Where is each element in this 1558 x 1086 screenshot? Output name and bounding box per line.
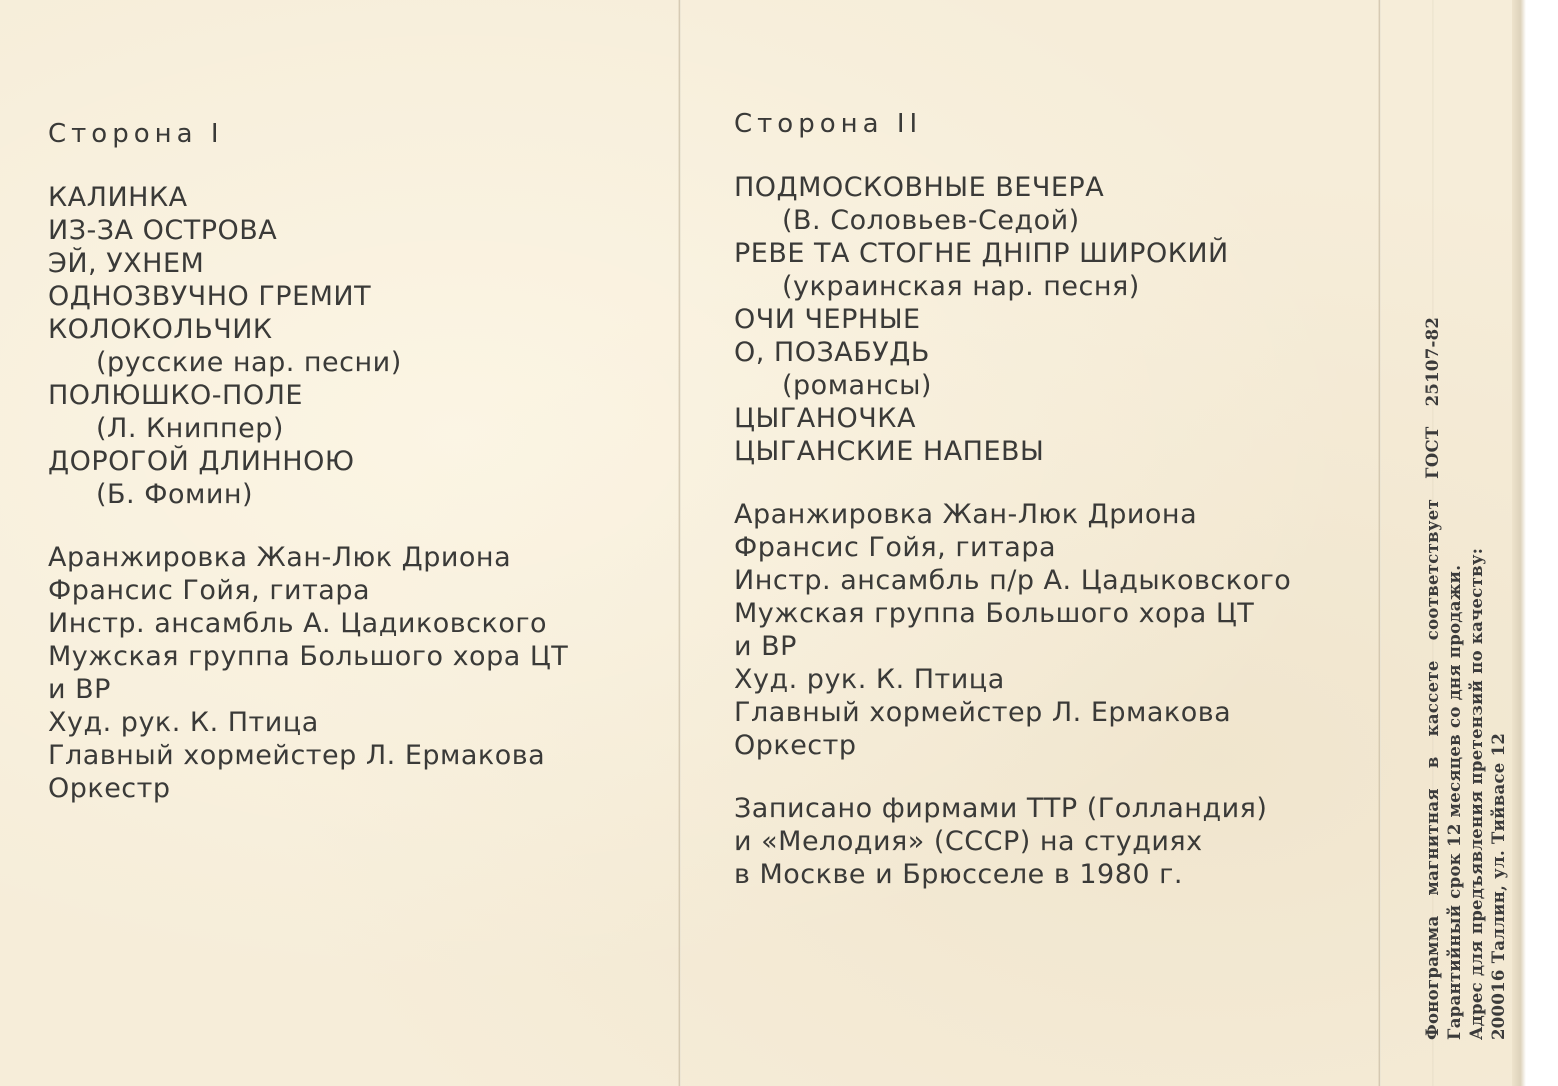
track-title: ИЗ-ЗА ОСТРОВА bbox=[48, 215, 278, 246]
track-composer: (Л. Книппер) bbox=[96, 413, 284, 444]
side-one-heading: Сторона I bbox=[48, 119, 224, 149]
track-title: О, ПОЗАБУДЬ bbox=[734, 337, 930, 368]
credit-line: Франсис Гойя, гитара bbox=[48, 575, 371, 606]
recording-note: и «Мелодия» (СССР) на студиях bbox=[734, 826, 1203, 857]
track-title: ДОРОГОЙ ДЛИННОЮ bbox=[48, 446, 355, 477]
credit-line: и ВР bbox=[48, 674, 111, 705]
track-title: ПОЛЮШКО-ПОЛЕ bbox=[48, 380, 303, 411]
credit-line: Аранжировка Жан-Люк Дриона bbox=[48, 542, 512, 573]
spacer bbox=[734, 762, 1291, 792]
credit-line: Худ. рук. К. Птица bbox=[48, 707, 319, 738]
track-title: ЦЫГАНОЧКА bbox=[734, 403, 916, 434]
credit-line: Худ. рук. К. Птица bbox=[734, 664, 1005, 695]
track-composer: (русские нар. песни) bbox=[96, 347, 402, 378]
track-title: ЦЫГАНСКИЕ НАПЕВЫ bbox=[734, 436, 1045, 467]
credit-line: и ВР bbox=[734, 631, 797, 662]
spine-line: Адрес для предъявления претензий по качеству: bbox=[1467, 547, 1486, 1040]
paper-edge bbox=[1512, 0, 1526, 1086]
credit-line: Инстр. ансамбль А. Цадиковского bbox=[48, 608, 548, 639]
spacer bbox=[48, 511, 568, 541]
spine-line: 200016 Таллин, ул. Тийвасе 12 bbox=[1489, 732, 1508, 1040]
credit-line: Франсис Гойя, гитара bbox=[734, 532, 1057, 563]
recording-note: в Москве и Брюсселе в 1980 г. bbox=[734, 859, 1183, 890]
credit-line: Оркестр bbox=[48, 773, 171, 804]
side-two-panel bbox=[734, 108, 1291, 891]
track-title: ЭЙ, УХНЕМ bbox=[48, 248, 205, 279]
track-title: ОЧИ ЧЕРНЫЕ bbox=[734, 304, 921, 335]
credit-line: Главный хормейстер Л. Ермакова bbox=[48, 740, 546, 771]
credit-line: Аранжировка Жан-Люк Дриона bbox=[734, 499, 1198, 530]
recording-note: Записано фирмами ТТР (Голландия) bbox=[734, 793, 1268, 824]
track-title: РЕВЕ ТА СТОГНЕ ДНІПР ШИРОКИЙ bbox=[734, 238, 1229, 269]
credit-line: Главный хормейстер Л. Ермакова bbox=[734, 697, 1232, 728]
spine-line: Фонограмма магнитная в кассете соответствует ГОСТ 25107-82 bbox=[1423, 316, 1442, 1040]
track-composer: (романсы) bbox=[782, 370, 932, 401]
spine-gost-text bbox=[1422, 317, 1510, 1040]
fold-line bbox=[678, 0, 681, 1086]
track-composer: (Б. Фомин) bbox=[96, 479, 254, 510]
credit-line: Инстр. ансамбль п/р А. Цадыковского bbox=[734, 565, 1292, 596]
credit-line: Мужская группа Большого хора ЦТ bbox=[48, 641, 569, 672]
spacer bbox=[734, 468, 1291, 498]
track-title: ОДНОЗВУЧНО ГРЕМИТ bbox=[48, 281, 372, 312]
spine-line: Гарантийный срок 12 месяцев со дня продажи. bbox=[1445, 564, 1464, 1040]
credit-line: Мужская группа Большого хора ЦТ bbox=[734, 598, 1255, 629]
track-composer: (украинская нар. песня) bbox=[782, 271, 1140, 302]
side-one-panel bbox=[48, 118, 568, 805]
track-title: ПОДМОСКОВНЫЕ ВЕЧЕРА bbox=[734, 172, 1105, 203]
fold-line bbox=[1378, 0, 1381, 1086]
track-title: КАЛИНКА bbox=[48, 182, 188, 213]
track-title: КОЛОКОЛЬЧИК bbox=[48, 314, 273, 345]
side-two-heading: Сторона II bbox=[734, 109, 923, 139]
track-composer: (В. Соловьев-Седой) bbox=[782, 205, 1080, 236]
credit-line: Оркестр bbox=[734, 730, 857, 761]
